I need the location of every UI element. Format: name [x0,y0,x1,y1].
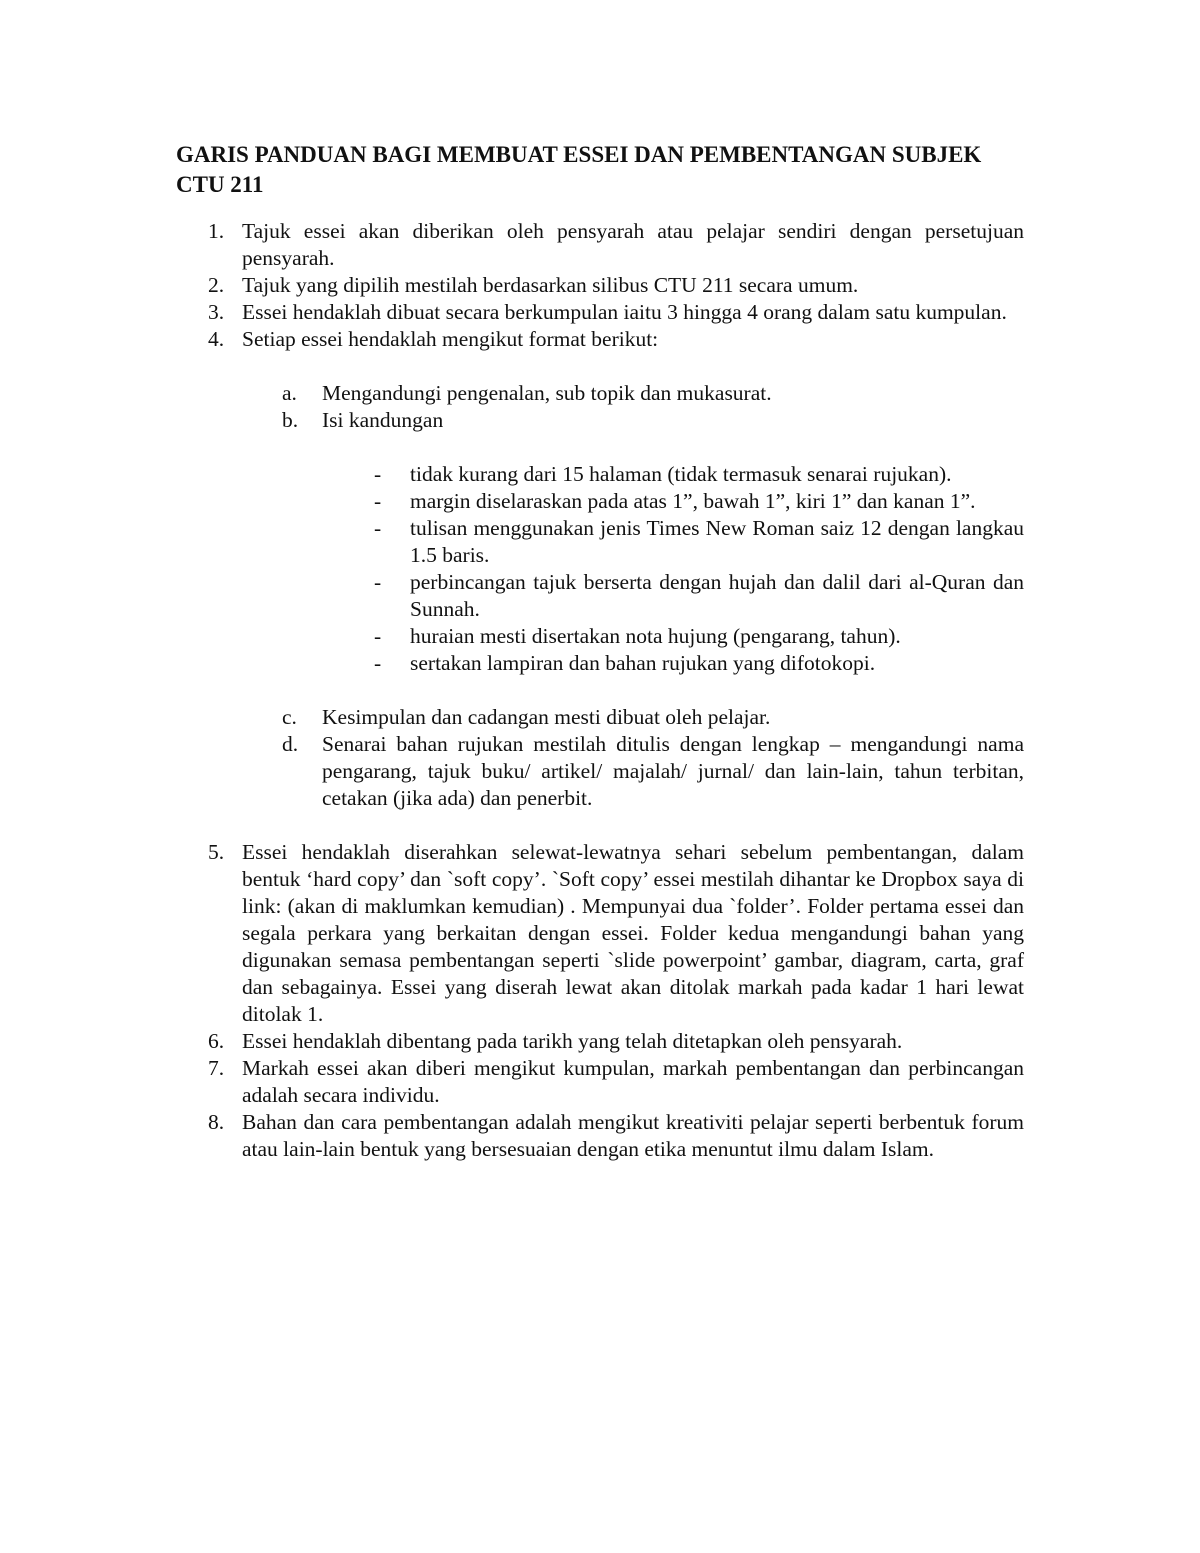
item-number: 5. [208,840,225,864]
item-text: Essei hendaklah dibentang pada tarikh yang telah ditetapkan oleh pensyarah. [242,1029,903,1053]
content-requirements-list [322,461,1024,677]
format-subitem-c [176,704,1024,731]
content-requirement-item [322,569,1024,623]
subitem-letter: b. [282,408,299,432]
document-title: GARIS PANDUAN BAGI MEMBUAT ESSEI DAN PEMBENTANGAN SUBJEK CTU 211 [176,142,982,197]
item-text: Markah essei akan diberi mengikut kumpulan, markah pembentangan dan perbincangan adalah secara individu. [242,1056,1024,1107]
item-text: Setiap essei hendaklah mengikut format berikut: [242,327,659,351]
requirement-text: huraian mesti disertakan nota hujung (pengarang, tahun). [410,624,901,648]
content-requirement-item [322,515,1024,569]
format-subitem-a [176,380,1024,407]
item-number: 3. [208,300,225,324]
dash-bullet: - [374,570,382,594]
item-text: Tajuk yang dipilih mestilah berdasarkan silibus CTU 211 secara umum. [242,273,859,297]
item-text: Essei hendaklah dibuat secara berkumpulan iaitu 3 hingga 4 orang dalam satu kumpulan. [242,300,1007,324]
format-subitem-b [176,407,1024,677]
dash-bullet: - [374,489,382,513]
content-requirement-item [322,650,1024,677]
subitem-text: Isi kandungan [322,408,444,432]
guideline-item-7 [176,1055,1024,1109]
guideline-item-3 [176,299,1024,326]
item-text: Tajuk essei akan diberikan oleh pensyarah atau pelajar sendiri dengan persetujuan pensyarah. [242,219,1024,270]
item-text: Essei hendaklah diserahkan selewat-lewatnya sehari sebelum pembentangan, dalam bentuk ‘hard copy’ dan `soft copy’. `Soft copy’ essei mestilah dihantar ke Dropbox saya di link: (akan di maklumkan kemudian) . Mempunyai dua `folder’. Folder pertama essei dan segala perkara yang berkaitan dengan essei. Folder kedua mengandungi bahan yang digunakan semasa pembentangan seperti `slide powerpoint’ gambar, diagram, carta, graf dan sebagainya. Essei yang diserah lewat akan ditolak markah pada kadar 1 hari lewat ditolak 1. [242,840,1024,1026]
item-number: 8. [208,1110,225,1134]
item-number: 7. [208,1056,225,1080]
subitem-letter: d. [282,732,299,756]
requirement-text: tidak kurang dari 15 halaman (tidak termasuk senarai rujukan). [410,462,952,486]
content-requirement-item [322,488,1024,515]
guideline-item-8 [176,1109,1024,1163]
guideline-item-6 [176,1028,1024,1055]
format-sublist [242,380,1024,812]
dash-bullet: - [374,624,382,648]
subitem-text: Mengandungi pengenalan, sub topik dan mukasurat. [322,381,772,405]
guideline-item-2 [176,272,1024,299]
content-requirement-item [322,461,1024,488]
guideline-item-1 [176,218,1024,272]
item-number: 2. [208,273,225,297]
guideline-item-5 [176,839,1024,1028]
dash-bullet: - [374,651,382,675]
guideline-list [176,218,1024,1163]
item-number: 4. [208,327,225,351]
requirement-text: sertakan lampiran dan bahan rujukan yang difotokopi. [410,651,876,675]
subitem-text: Kesimpulan dan cadangan mesti dibuat oleh pelajar. [322,705,771,729]
item-number: 1. [208,219,225,243]
item-text: Bahan dan cara pembentangan adalah mengikut kreativiti pelajar seperti berbentuk forum atau lain-lain bentuk yang bersesuaian dengan etika menuntut ilmu dalam Islam. [242,1110,1024,1161]
item-number: 6. [208,1029,225,1053]
requirement-text: perbincangan tajuk berserta dengan hujah dan dalil dari al-Quran dan Sunnah. [410,570,1024,621]
format-subitem-d [176,731,1024,812]
dash-bullet: - [374,462,382,486]
subitem-letter: c. [282,705,297,729]
subitem-text: Senarai bahan rujukan mestilah ditulis dengan lengkap – mengandungi nama pengarang, tajuk buku/ artikel/ majalah/ jurnal/ dan lain-lain, tahun terbitan, cetakan (jika ada) dan penerbit. [322,732,1024,810]
content-requirement-item [322,623,1024,650]
requirement-text: tulisan menggunakan jenis Times New Roman saiz 12 dengan langkau 1.5 baris. [410,516,1024,567]
guideline-item-4 [176,326,1024,812]
requirement-text: margin diselaraskan pada atas 1”, bawah 1”, kiri 1” dan kanan 1”. [410,489,976,513]
dash-bullet: - [374,516,382,540]
subitem-letter: a. [282,381,297,405]
